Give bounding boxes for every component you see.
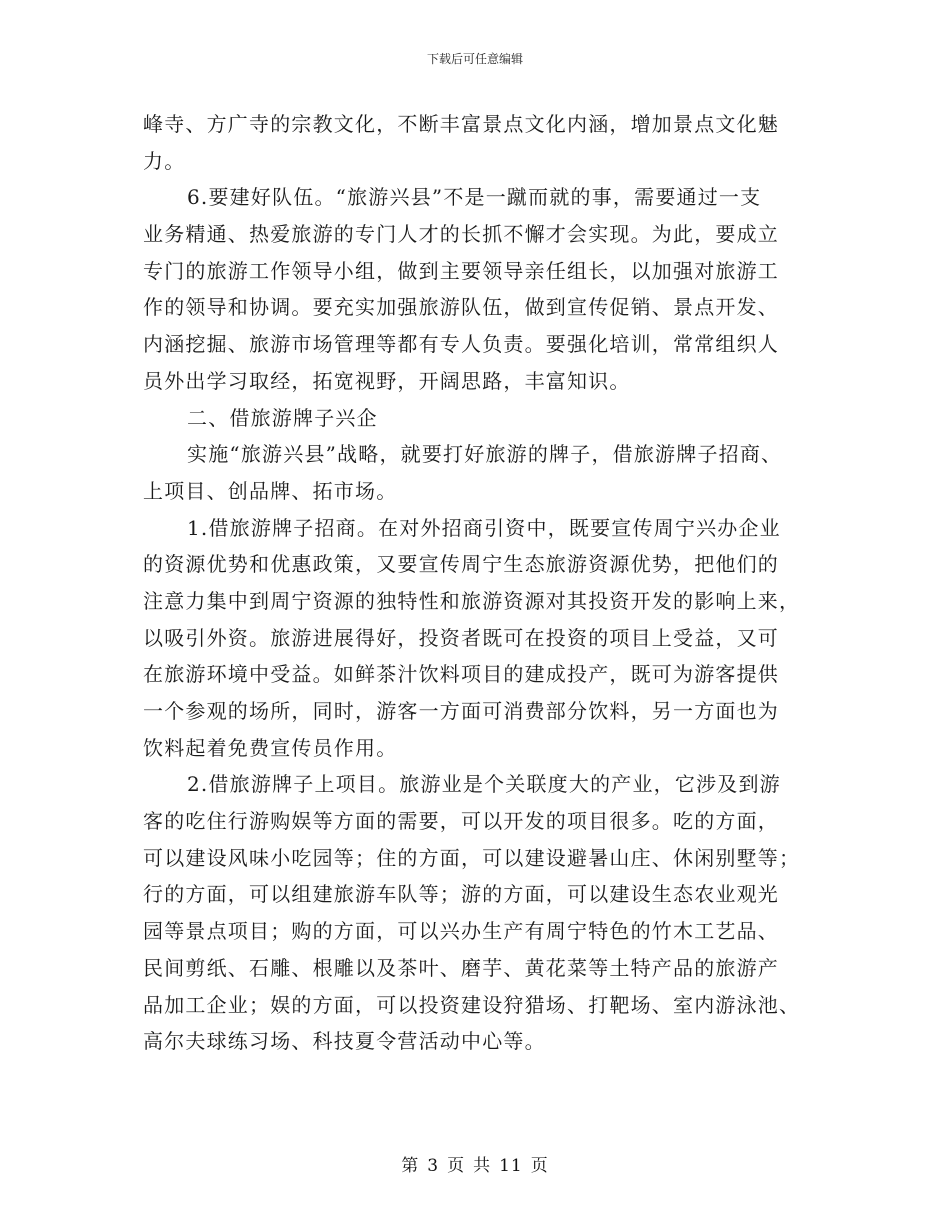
page-header [0,50,950,67]
footer-prefix: 第 [401,1156,420,1176]
body-line: 一个参观的场所，同时，游客一方面可消费部分饮料，另一方面也为 [143,699,779,723]
footer-page-number: 3 [427,1156,440,1176]
body-line: 可以建设风味小吃园等；住的方面，可以建设避暑山庄、休闲别墅等； [143,845,801,870]
body-line: 行的方面，可以组建旅游车队等；游的方面，可以建设生态农业观光 [143,882,779,907]
body-line: 的资源优势和优惠政策，又要宣传周宁生态旅游资源优势，把他们的 [143,552,779,577]
body-line: 1.借旅游牌子招商。在对外招商引资中，既要宣传周宁兴办企业 [187,515,781,540]
body-line: 力。 [143,148,186,173]
body-line: 品加工企业；娱的方面，可以投资建设狩猎场、打靶场、室内游泳池、 [143,992,801,1017]
body-line: 高尔夫球练习场、科技夏令营活动中心等。 [143,1029,546,1054]
body-line: 业务精通、热爱旅游的专门人才的长抓不懈才会实现。为此，要成立 [143,222,779,247]
body-line: 峰寺、方广寺的宗教文化，不断丰富景点文化内涵，增加景点文化魅 [143,112,779,136]
footer-suffix: 页 [530,1156,549,1176]
body-line: 专门的旅游工作领导小组，做到主要领导亲任组长，以加强对旅游工 [143,258,779,283]
body-line: 2.借旅游牌子上项目。旅游业是个关联度大的产业，它涉及到游 [187,772,781,797]
body-line: 以吸引外资。旅游进展得好，投资者既可在投资的项目上受益，又可 [143,625,779,650]
body-line: 民间剪纸、石雕、根雕以及茶叶、磨芋、黄花菜等土特产品的旅游产 [143,955,779,980]
footer-total-pages: 11 [499,1156,523,1176]
body-line: 饮料起着免费宣传员作用。 [143,735,398,760]
body-line: 6.要建好队伍。“旅游兴县”不是一蹴而就的事，需要通过一支 [187,185,762,210]
footer-page-label: 页 [447,1156,466,1176]
section-heading: 二、借旅游牌子兴企 [187,405,378,430]
body-line: 上项目、创品牌、拓市场。 [143,478,398,503]
footer-total-label: 共 [473,1156,492,1176]
body-line: 园等景点项目；购的方面，可以兴办生产有周宁特色的竹木工艺品、 [143,919,779,944]
document-body [143,106,811,1060]
header-text: 下载后可任意编辑 [426,52,523,66]
body-line: 内涵挖掘、旅游市场管理等都有专人负责。要强化培训，常常组织人 [143,332,779,357]
page-footer [0,1151,950,1176]
body-line: 注意力集中到周宁资源的独特性和旅游资源对其投资开发的影响上来， [143,588,801,613]
body-line: 实施“旅游兴县”战略，就要打好旅游的牌子，借旅游牌子招商、 [187,442,783,467]
body-line: 员外出学习取经，拓宽视野，开阔思路，丰富知识。 [143,368,631,393]
body-line: 客的吃住行游购娱等方面的需要，可以开发的项目很多。吃的方面， [143,809,779,834]
body-line: 在旅游环境中受益。如鲜茶汁饮料项目的建成投产，既可为游客提供 [143,662,779,687]
body-line: 作的领导和协调。要充实加强旅游队伍，做到宣传促销、景点开发、 [143,295,779,320]
